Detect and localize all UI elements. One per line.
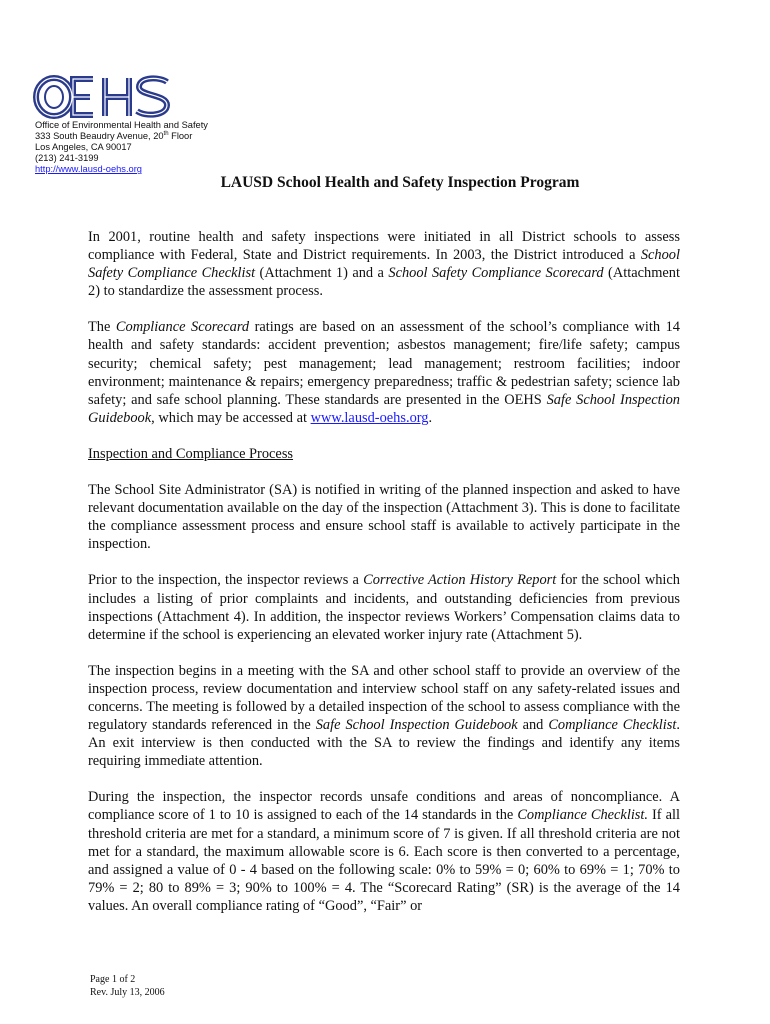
- org-name: Office of Environmental Health and Safety: [35, 120, 208, 130]
- phone-number: (213) 241-3199: [35, 153, 99, 163]
- document-title: LAUSD School Health and Safety Inspection Program: [220, 174, 580, 191]
- oehs-website-link[interactable]: www.lausd-oehs.org: [310, 409, 429, 426]
- paragraph-standards: The Compliance Scorecard ratings are based on an assessment of the school’s compliance with 14 health and safety standards: accident prevention; asbestos management; fire/life safety; campus security; chemical safety; pest management; lead management; restroom facilities; indoor environment; maintenance & repairs; emergency preparedness; traffic & pedestrian safety; science lab safety; and safe school planning. These standards are presented in the OEHS Safe School Inspection Guidebook, which may be accessed at www.lausd-oehs.org.: [88, 319, 681, 426]
- paragraph-intro: In 2001, routine health and safety inspections were initiated in all District schools to assess compliance with Federal, State and District requirements. In 2003, the District introduced a School Safety Compliance Checklist (Attachment 1) and a School Safety Compliance Scorecard (Attachment 2) to standardize the assessment process.: [88, 229, 680, 300]
- page-footer: [90, 974, 165, 999]
- website-link[interactable]: http://www.lausd-oehs.org: [35, 164, 142, 174]
- document-body: [88, 228, 680, 915]
- scorecard-title: School Safety Compliance Scorecard: [388, 265, 604, 282]
- history-report-title: Corrective Action History Report: [363, 572, 557, 589]
- page-number: Page 1 of 2: [90, 974, 136, 985]
- city-state-zip: Los Angeles, CA 90017: [35, 142, 132, 152]
- street-address-main: 333 South Beaudry Avenue, 20: [35, 131, 164, 141]
- oehs-logo: [33, 74, 173, 120]
- street-address-sup: th: [163, 130, 169, 137]
- oehs-logo-icon: [33, 74, 173, 120]
- paragraph-scoring: During the inspection, the inspector records unsafe conditions and areas of noncompliance. A compliance score of 1 to 10 is assigned to each of the 14 standards in the Compliance Checklist. If all threshold criteria are met for a standard, a minimum score of 7 is given. If all threshold criteria are not met for a standard, the maximum allowable score is 6. Each score is then converted to a percentage, and assigned a value of 0 - 4 based on the following scale: 0% to 59% = 0; 60% to 69% = 1; 70% to 79% = 2; 80 to 89% = 3; 90% to 100% = 4. The “Scorecard Rating” (SR) is the average of the 14 values. An overall compliance rating of “Good”, “Fair” or: [88, 789, 680, 914]
- street-address: [35, 131, 208, 142]
- guidebook-title: Safe School Inspection Guidebook: [88, 391, 681, 426]
- street-address-floor: Floor: [168, 131, 193, 141]
- section-heading-inspection-process: Inspection and Compliance Process: [88, 445, 294, 462]
- paragraph-pre-inspection: Prior to the inspection, the inspector reviews a Corrective Action History Report for the school which includes a listing of prior complaints and incidents, and outstanding deficiencies from previous inspections (Attachment 4). In addition, the inspector reviews Workers’ Compensation claims data to determine if the school is experiencing an elevated worker injury rate (Attachment 5).: [88, 572, 680, 643]
- address-block: [35, 120, 208, 175]
- paragraph-notification: The School Site Administrator (SA) is notified in writing of the planned inspection and asked to have relevant documentation available on the day of the inspection (Attachment 3). This is done to facilitate the compliance assessment process and ensure school staff is available to actively participate in the inspection.: [88, 482, 680, 553]
- revision-date: Rev. July 13, 2006: [90, 986, 165, 998]
- paragraph-inspection-meeting: The inspection begins in a meeting with the SA and other school staff to provide an overview of the inspection process, review documentation and interview school staff on any safety-related issues and concerns. The meeting is followed by a detailed inspection of the school to assess compliance with the regulatory standards referenced in the Safe School Inspection Guidebook and Compliance Checklist. An exit interview is then conducted with the SA to review the findings and identify any items requiring immediate attention.: [88, 662, 680, 770]
- checklist-title: School Safety Compliance Checklist: [88, 247, 680, 282]
